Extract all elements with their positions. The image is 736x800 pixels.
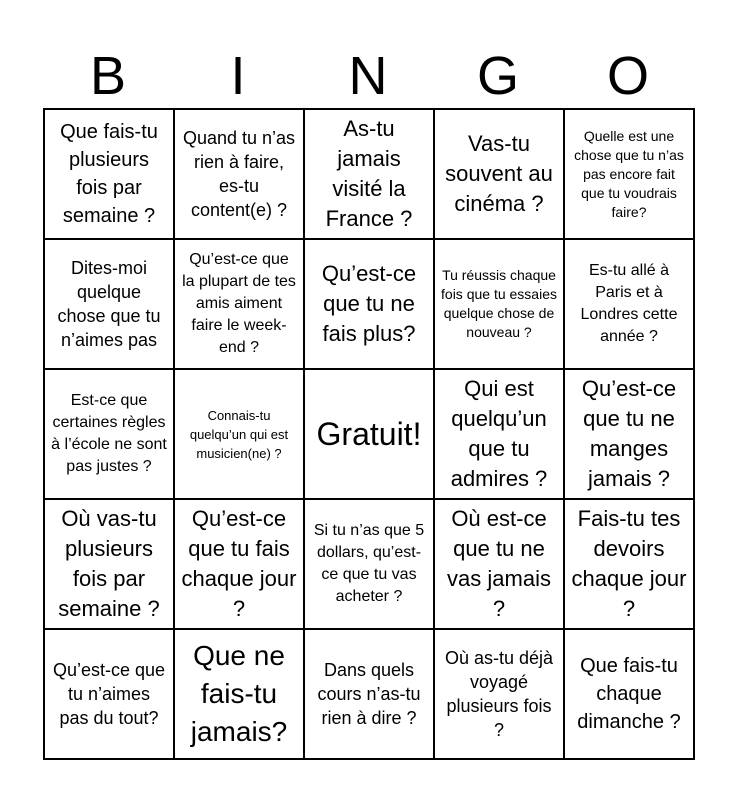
bingo-cell[interactable] <box>435 110 565 240</box>
free-text: Gratuit! <box>316 416 422 452</box>
cell-text: Connais-tu quelqu’un qui est musicien(ne) ? <box>189 407 289 461</box>
bingo-cell[interactable] <box>45 500 175 630</box>
bingo-cell[interactable] <box>175 370 305 500</box>
header-letter-o: O <box>606 46 649 106</box>
bingo-header <box>43 46 693 106</box>
bingo-cell[interactable] <box>435 500 565 630</box>
bingo-cell[interactable] <box>435 240 565 370</box>
header-letter-i: I <box>230 46 246 106</box>
cell-text: Dans quels cours n’as-tu rien à dire ? <box>317 660 421 728</box>
cell-text: Où as-tu déjà voyagé plusieurs fois ? <box>444 648 554 740</box>
cell-text: Si tu n’as que 5 dollars, qu’est-ce que tu vas acheter ? <box>313 522 425 605</box>
cell-text: Qui est quelqu’un que tu admires ? <box>450 376 548 491</box>
bingo-cell[interactable] <box>435 370 565 500</box>
cell-text: Que ne fais-tu jamais? <box>190 640 288 747</box>
bingo-cell[interactable] <box>45 370 175 500</box>
cell-text: Qu’est-ce que tu fais chaque jour ? <box>181 506 297 621</box>
header-letter-b: B <box>89 46 127 106</box>
bingo-cell[interactable] <box>175 110 305 240</box>
bingo-cell[interactable] <box>305 630 435 760</box>
bingo-cell[interactable] <box>565 630 695 760</box>
cell-text: Qu’est-ce que la plupart de tes amis aiment faire le week-end ? <box>182 251 296 356</box>
cell-text: Es-tu allé à Paris et à Londres cette année ? <box>580 262 678 345</box>
bingo-cell[interactable] <box>175 240 305 370</box>
cell-text: Est-ce que certaines règles à l’école ne sont pas justes ? <box>51 392 167 475</box>
cell-text: Quand tu n’as rien à faire, es-tu content(e) ? <box>182 128 296 220</box>
cell-text: Quelle est une chose que tu n’as pas encore fait que tu voudrais faire? <box>574 127 684 220</box>
cell-text: As-tu jamais visité la France ? <box>325 116 413 231</box>
free-cell[interactable] <box>305 370 435 500</box>
cell-text: Où vas-tu plusieurs fois par semaine ? <box>58 506 160 621</box>
bingo-cell[interactable] <box>45 240 175 370</box>
cell-text: Dites-moi quelque chose que tu n’aimes pas <box>57 258 161 350</box>
cell-text: Qu’est-ce que tu ne fais plus? <box>321 261 417 346</box>
bingo-cell[interactable] <box>45 630 175 760</box>
cell-text: Vas-tu souvent au cinéma ? <box>445 131 553 216</box>
cell-text: Où est-ce que tu ne vas jamais ? <box>447 506 551 621</box>
bingo-cell[interactable] <box>435 630 565 760</box>
bingo-cell[interactable] <box>305 500 435 630</box>
bingo-cell[interactable] <box>565 240 695 370</box>
bingo-cell[interactable] <box>565 370 695 500</box>
bingo-cell[interactable] <box>565 500 695 630</box>
cell-text: Fais-tu tes devoirs chaque jour ? <box>571 506 687 621</box>
bingo-cell[interactable] <box>175 500 305 630</box>
header-letter-g: G <box>476 46 519 106</box>
header-letter-n: N <box>348 46 388 106</box>
bingo-grid <box>43 108 695 760</box>
cell-text: Qu’est-ce que tu n’aimes pas du tout? <box>52 660 166 728</box>
cell-text: Tu réussis chaque fois que tu essaies quelque chose de nouveau ? <box>441 267 557 340</box>
bingo-cell[interactable] <box>305 240 435 370</box>
cell-text: Que fais-tu chaque dimanche ? <box>577 655 681 733</box>
bingo-cell[interactable] <box>305 110 435 240</box>
cell-text: Que fais-tu plusieurs fois par semaine ? <box>60 121 158 227</box>
cell-text: Qu’est-ce que tu ne manges jamais ? <box>581 376 677 491</box>
bingo-cell[interactable] <box>45 110 175 240</box>
bingo-cell[interactable] <box>565 110 695 240</box>
bingo-cell[interactable] <box>175 630 305 760</box>
